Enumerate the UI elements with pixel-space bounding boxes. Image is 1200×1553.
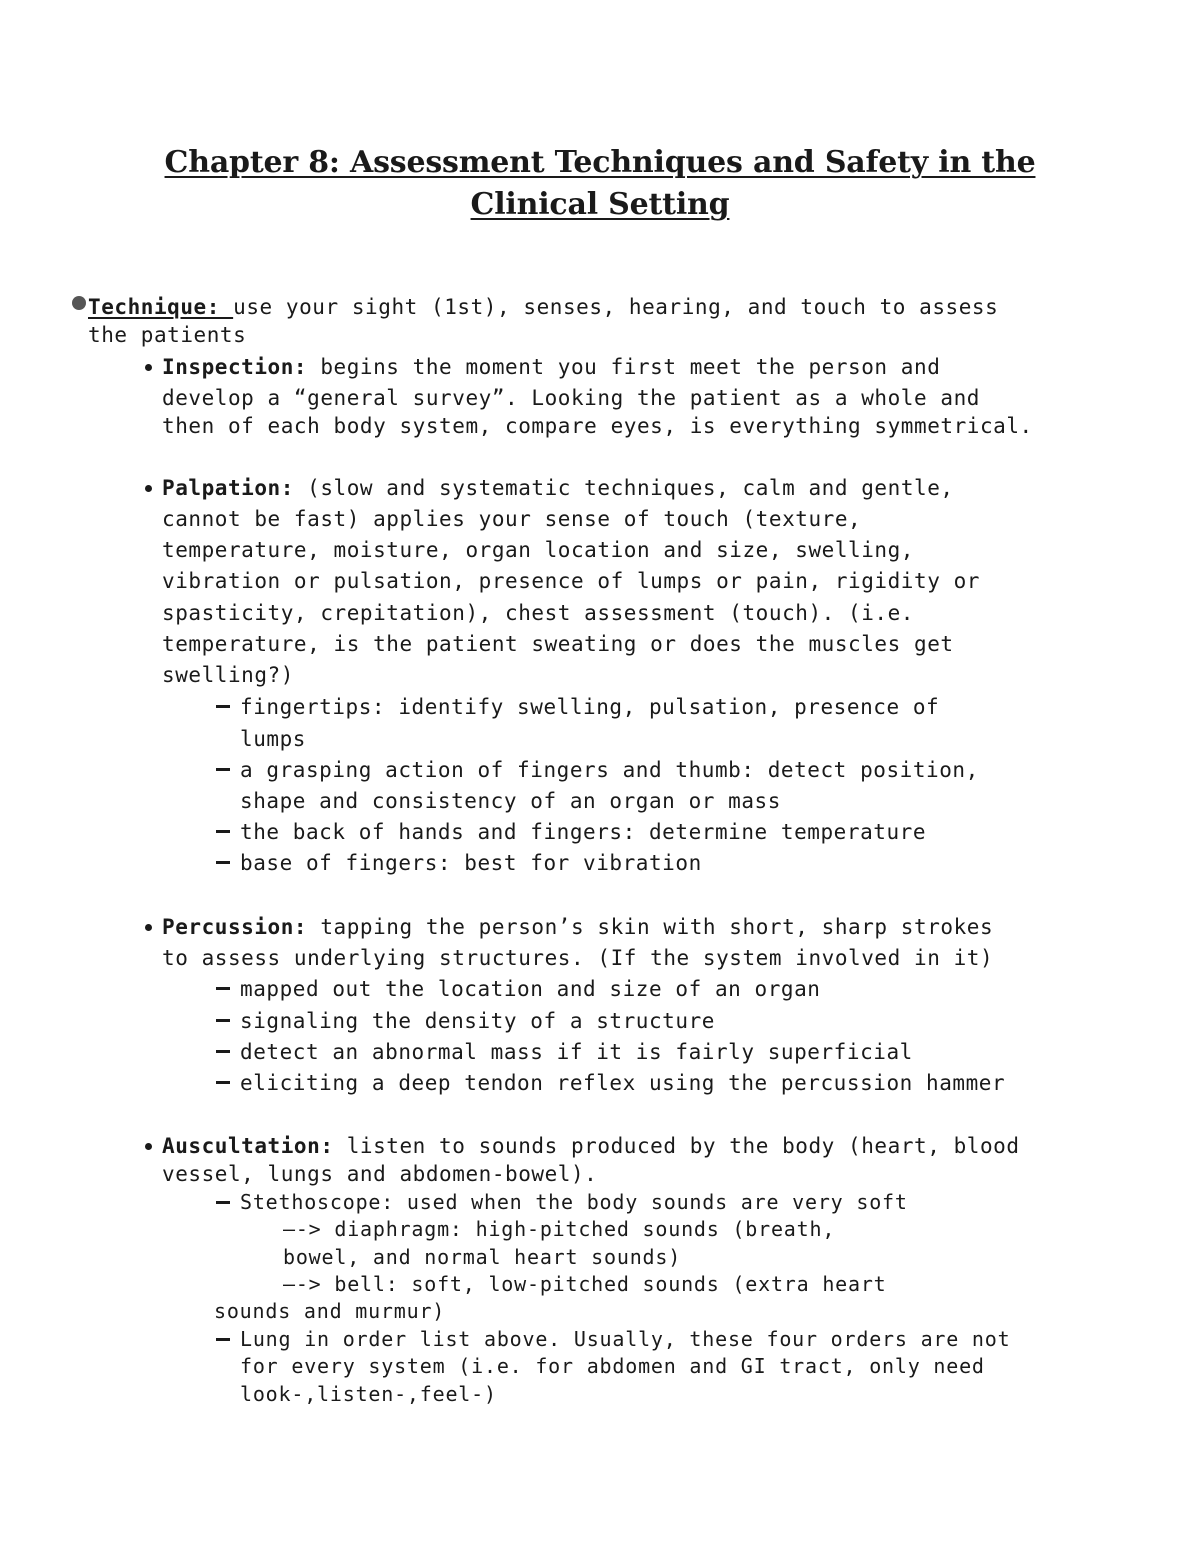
technique-line-2: the patients xyxy=(88,323,247,347)
bullet-icon xyxy=(145,924,152,931)
bullet-icon xyxy=(145,364,152,371)
inspection-line-2: develop a “general survey”. Looking the patient as a whole and xyxy=(162,386,980,410)
palpation-sub-4: base of fingers: best for vibration xyxy=(240,851,702,875)
palpation-line-3: temperature, moisture, organ location and size, swelling, xyxy=(162,538,915,562)
dash-icon xyxy=(216,1019,230,1022)
bullet-icon xyxy=(145,1143,152,1150)
dash-icon xyxy=(216,830,230,833)
percussion-line-2: to assess underlying structures. (If the system involved in it) xyxy=(162,946,994,970)
inspection-line-3: then of each body system, compare eyes, is everything symmetrical. xyxy=(162,414,1033,438)
dash-icon xyxy=(216,987,230,990)
bullet-icon xyxy=(72,296,86,310)
technique-line-1 xyxy=(88,294,998,320)
auscultation-sub-2-line-3: look-,listen-,feel-) xyxy=(240,1382,497,1406)
title-line-2: Clinical Setting xyxy=(470,187,730,222)
percussion-sub-3: detect an abnormal mass if it is fairly superficial xyxy=(240,1040,913,1064)
palpation-line-4: vibration or pulsation, presence of lumps or pain, rigidity or xyxy=(162,569,980,593)
auscultation-sub-1: Stethoscope: used when the body sounds are very soft xyxy=(240,1190,908,1214)
bell-line-1: —-> bell: soft, low-pitched sounds (extra heart xyxy=(283,1272,887,1296)
palpation-line-5: spasticity, crepitation), chest assessment (touch). (i.e. xyxy=(162,601,915,625)
palpation-sub-2-line-1: a grasping action of fingers and thumb: detect position, xyxy=(240,758,979,782)
auscultation-sub-2-line-2: for every system (i.e. for abdomen and GI tract, only need xyxy=(240,1354,985,1378)
page-title xyxy=(100,142,1100,226)
palpation-sub-1-line-2: lumps xyxy=(240,727,306,751)
dash-icon xyxy=(216,1081,230,1084)
auscultation-line-2: vessel, lungs and abdomen-bowel). xyxy=(162,1162,598,1186)
inspection-line-1 xyxy=(162,354,940,380)
dash-icon xyxy=(216,768,230,771)
inspection-text: begins the moment you first meet the person and xyxy=(307,355,941,379)
title-line-1: Chapter 8: Assessment Techniques and Safety in the xyxy=(164,145,1036,180)
percussion-sub-1: mapped out the location and size of an organ xyxy=(240,977,821,1001)
percussion-label: Percussion: xyxy=(162,915,308,939)
bullet-icon xyxy=(145,485,152,492)
auscultation-text: listen to sounds produced by the body (heart, blood xyxy=(333,1134,1020,1158)
palpation-sub-3: the back of hands and fingers: determine temperature xyxy=(240,820,927,844)
technique-text: use your sight (1st), senses, hearing, and touch to assess xyxy=(233,295,999,319)
dash-icon xyxy=(216,1338,230,1341)
palpation-label: Palpation: xyxy=(162,476,294,500)
diaphragm-line-2: bowel, and normal heart sounds) xyxy=(283,1245,682,1269)
dash-icon xyxy=(216,1201,230,1204)
auscultation-line-1 xyxy=(162,1133,1020,1159)
bell-line-2: sounds and murmur) xyxy=(214,1299,446,1323)
technique-label: Technique: xyxy=(88,295,234,319)
diaphragm-line-1: —-> diaphragm: high-pitched sounds (breath, xyxy=(283,1217,836,1241)
palpation-sub-2-line-2: shape and consistency of an organ or mass xyxy=(240,789,781,813)
palpation-sub-1-line-1: fingertips: identify swelling, pulsation, presence of xyxy=(240,695,940,719)
percussion-text: tapping the person’s skin with short, sharp strokes xyxy=(307,915,994,939)
palpation-line-6: temperature, is the patient sweating or does the muscles get xyxy=(162,632,954,656)
dash-icon xyxy=(216,861,230,864)
dash-icon xyxy=(216,705,230,708)
dash-icon xyxy=(216,1050,230,1053)
auscultation-label: Auscultation: xyxy=(162,1134,334,1158)
palpation-text: (slow and systematic techniques, calm and gentle, xyxy=(293,476,954,500)
palpation-line-1 xyxy=(162,475,954,501)
palpation-line-2: cannot be fast) applies your sense of touch (texture, xyxy=(162,507,862,531)
percussion-line-1 xyxy=(162,914,993,940)
inspection-label: Inspection: xyxy=(162,355,308,379)
palpation-line-7: swelling?) xyxy=(162,663,294,687)
percussion-sub-4: eliciting a deep tendon reflex using the percussion hammer xyxy=(240,1071,1006,1095)
percussion-sub-2: signaling the density of a structure xyxy=(240,1009,715,1033)
auscultation-sub-2-line-1: Lung in order list above. Usually, these four orders are not xyxy=(240,1327,1011,1351)
